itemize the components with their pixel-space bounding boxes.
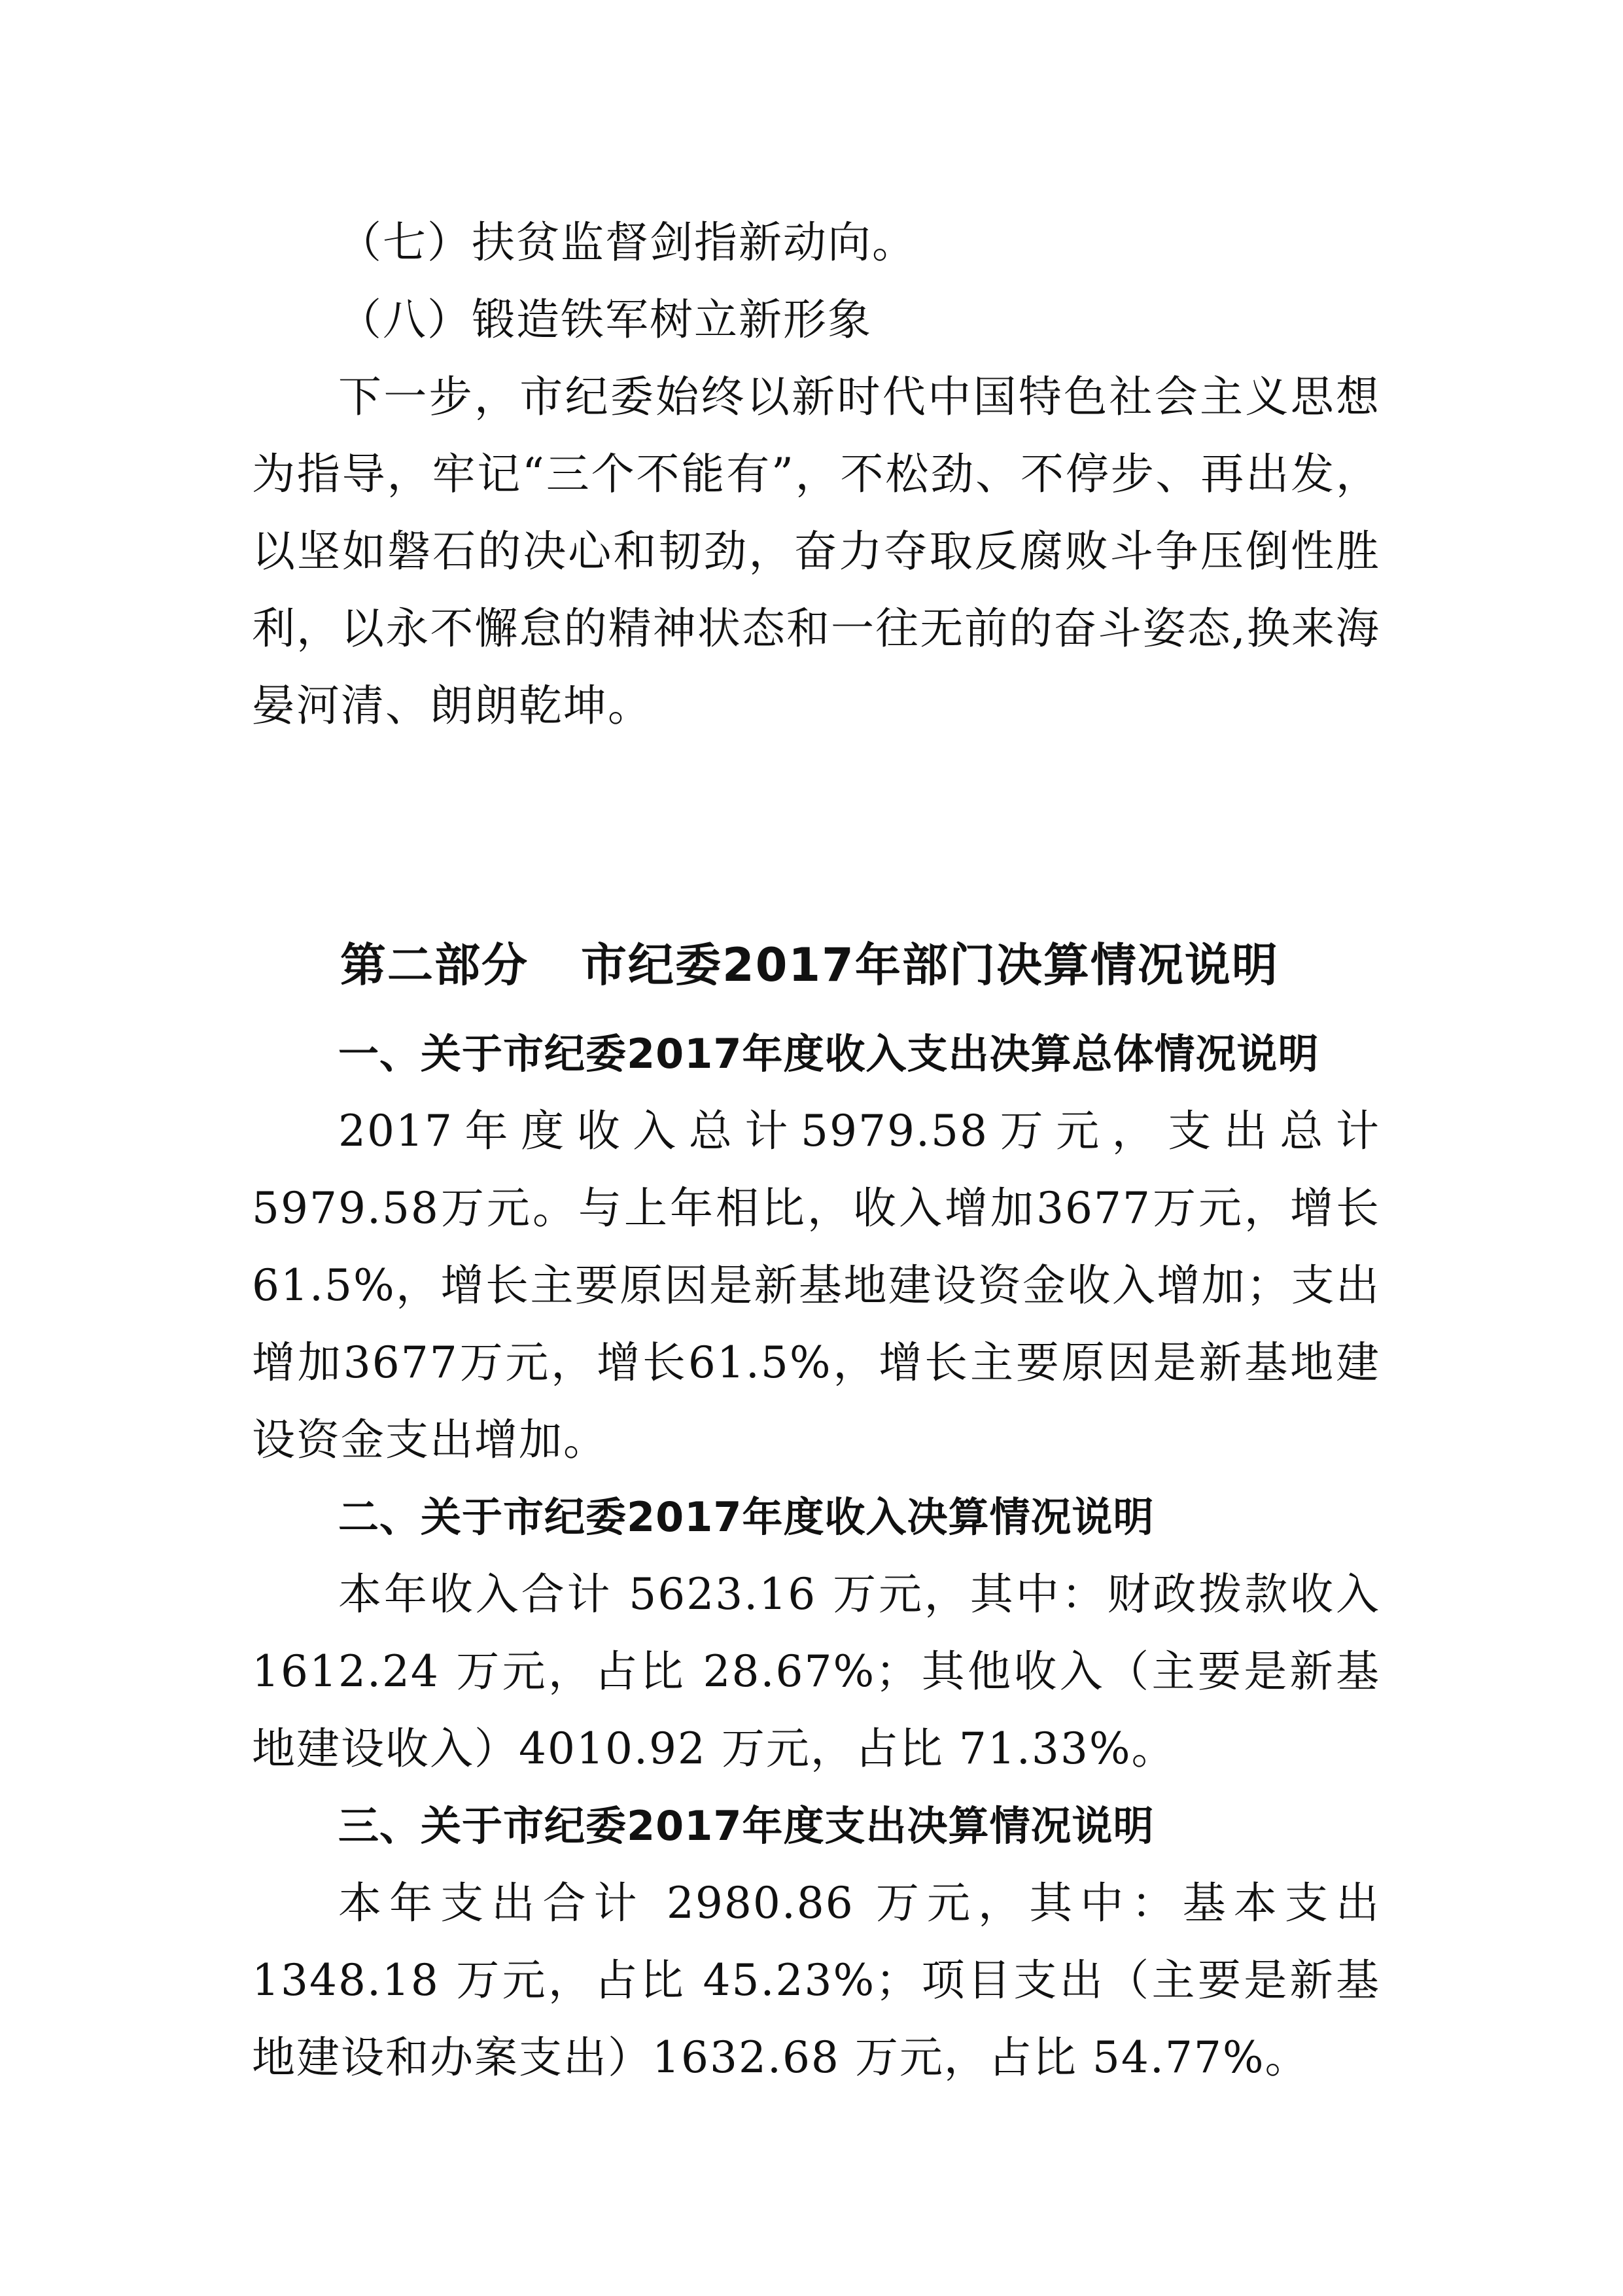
section-3-body: 本年支出合计 2980.86 万元，其中：基本支出 1348.18 万元，占比 45.23%；项目支出（主要是新基地建设和办案支出）1632.68 万元，占比 54.77%。 bbox=[252, 1878, 1380, 2083]
section-2-heading: 二、关于市纪委2017年度收入决算情况说明 bbox=[338, 1493, 1155, 1541]
part1-block bbox=[252, 204, 1380, 745]
section-2-body: 本年收入合计 5623.16 万元，其中：财政拨款收入 1612.24 万元，占比 28.67%；其他收入（主要是新基地建设收入）4010.92 万元，占比 71.33%。 bbox=[252, 1569, 1380, 1774]
part2-block bbox=[252, 1016, 1380, 2096]
list-item-8: （八）锻造铁军树立新形象 bbox=[338, 294, 872, 345]
part2-title bbox=[340, 929, 1279, 1001]
closing-paragraph: 下一步，市纪委始终以新时代中国特色社会主义思想为指导，牢记“三个不能有”，不松劲、不停步、再出发，以坚如磐石的决心和韧劲，奋力夺取反腐败斗争压倒性胜利，以永不懈怠的精神状态和一往无前的奋斗姿态,换来海晏河清、朗朗乾坤。 bbox=[252, 372, 1380, 731]
list-item-7: （七）扶贫监督剑指新动向。 bbox=[338, 217, 916, 268]
section-1-body: 2017年度收入总计5979.58万元，支出总计5979.58万元。与上年相比，收入增加3677万元，增长61.5%，增长主要原因是新基地建设资金收入增加；支出增加3677万元，增长61.5%，增长主要原因是新基地建设资金支出增加。 bbox=[252, 1106, 1380, 1465]
section-1-heading: 一、关于市纪委2017年度收入支出决算总体情况说明 bbox=[338, 1030, 1319, 1078]
part2-title-main: 市纪委2017年部门决算情况说明 bbox=[581, 938, 1279, 992]
part2-title-prefix: 第二部分 bbox=[340, 938, 529, 992]
section-3-heading: 三、关于市纪委2017年度支出决算情况说明 bbox=[338, 1802, 1155, 1850]
